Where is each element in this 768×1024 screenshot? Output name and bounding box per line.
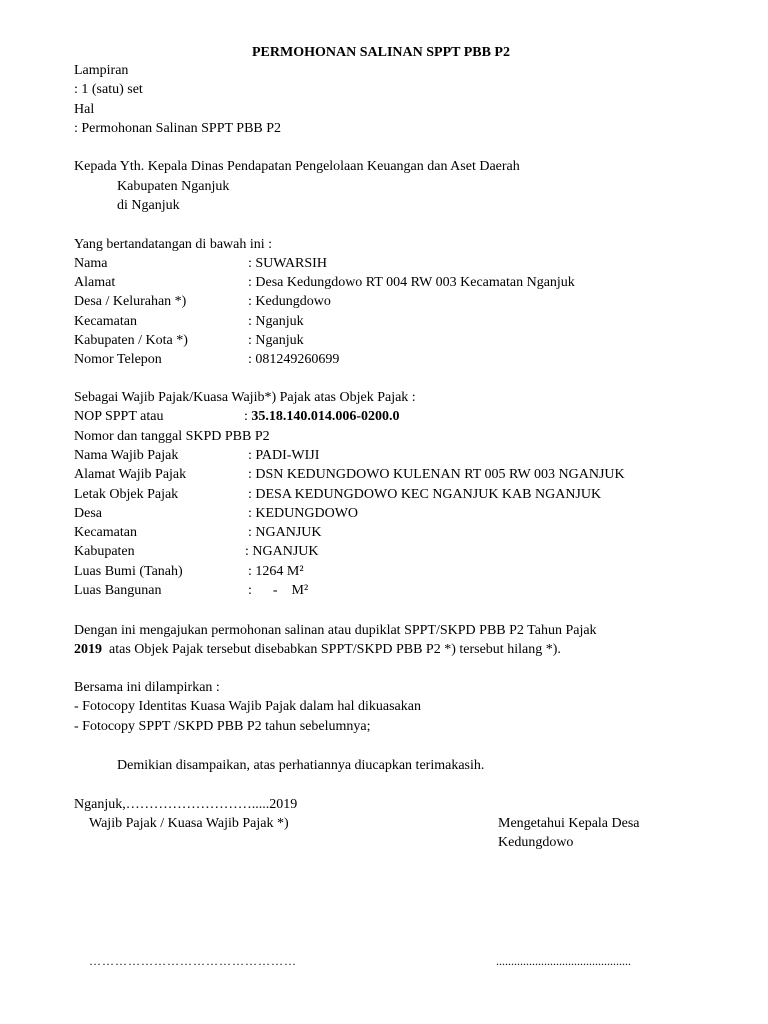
field-value: : Nganjuk — [248, 314, 304, 329]
nop-colon: : — [244, 409, 252, 424]
field-value: : DSN KEDUNGDOWO KULENAN RT 005 RW 003 NGANJUK — [248, 467, 625, 482]
place-date: Nganjuk,……………………….....2019 — [74, 797, 298, 812]
nop-number: 35.18.140.014.006-0200.0 — [251, 409, 400, 424]
field-label: Kecamatan — [74, 314, 137, 329]
attachment-item: - Fotocopy SPPT /SKPD PBB P2 tahun sebelumnya; — [74, 719, 371, 734]
lampiran-value: : 1 (satu) set — [74, 82, 143, 97]
document-title: PERMOHONAN SALINAN SPPT PBB P2 — [252, 45, 510, 60]
field-value: : NGANJUK — [245, 544, 319, 559]
field-value: : - M² — [248, 583, 309, 598]
object-intro: Sebagai Wajib Pajak/Kuasa Wajib*) Pajak atas Objek Pajak : — [74, 390, 416, 405]
field-label: Desa — [74, 506, 102, 521]
field-label: Nama Wajib Pajak — [74, 448, 179, 463]
right-signatory-title: Mengetahui Kepala Desa — [498, 816, 640, 831]
tax-year: 2019 — [74, 642, 102, 657]
right-signatory-village: Kedungdowo — [498, 835, 574, 850]
field-label: Kabupaten — [74, 544, 135, 559]
field-label: Nomor Telepon — [74, 352, 162, 367]
field-label: Kecamatan — [74, 525, 137, 540]
field-label: Desa / Kelurahan *) — [74, 294, 187, 309]
addressee-line-3: di Nganjuk — [117, 198, 180, 213]
addressee-line-1: Kepada Yth. Kepala Dinas Pendapatan Pengelolaan Keuangan dan Aset Daerah — [74, 159, 520, 174]
field-label: Kabupaten / Kota *) — [74, 333, 188, 348]
field-value: : SUWARSIH — [248, 256, 327, 271]
field-value: : KEDUNGDOWO — [248, 506, 359, 521]
field-value: : DESA KEDUNGDOWO KEC NGANJUK KAB NGANJUK — [248, 487, 602, 502]
request-line-2-text: atas Objek Pajak tersebut disebabkan SPPT/SKPD PBB P2 *) tersebut hilang *). — [102, 642, 561, 657]
field-value: : PADI-WIJI — [248, 448, 320, 463]
field-label: Alamat — [74, 275, 116, 290]
field-label: Nama — [74, 256, 108, 271]
nop-label: NOP SPPT atau — [74, 409, 164, 424]
nop-value-line — [244, 408, 400, 426]
field-value: : NGANJUK — [248, 525, 322, 540]
applicant-intro: Yang bertandatangan di bawah ini : — [74, 237, 273, 252]
request-line-2 — [74, 641, 561, 659]
attachments-intro: Bersama ini dilampirkan : — [74, 680, 220, 695]
closing-statement: Demikian disampaikan, atas perhatiannya diucapkan terimakasih. — [117, 758, 485, 773]
field-label: Letak Objek Pajak — [74, 487, 179, 502]
field-label: Luas Bangunan — [74, 583, 162, 598]
hal-value: : Permohonan Salinan SPPT PBB P2 — [74, 121, 282, 136]
field-value: : Desa Kedungdowo RT 004 RW 003 Kecamatan Nganjuk — [248, 275, 575, 290]
addressee-line-2: Kabupaten Nganjuk — [117, 179, 230, 194]
skpd-label: Nomor dan tanggal SKPD PBB P2 — [74, 429, 270, 444]
left-signatory-title: Wajib Pajak / Kuasa Wajib Pajak *) — [89, 816, 289, 831]
field-label: Luas Bumi (Tanah) — [74, 564, 183, 579]
hal-label: Hal — [74, 102, 95, 117]
right-signature-line: ............................................. — [496, 954, 631, 968]
field-value: : Kedungdowo — [248, 294, 331, 309]
left-signature-line: ………………………………………… — [89, 954, 297, 968]
field-value: : 1264 M² — [248, 564, 304, 579]
field-value: : 081249260699 — [248, 352, 340, 367]
attachment-item: - Fotocopy Identitas Kuasa Wajib Pajak dalam hal dikuasakan — [74, 699, 421, 714]
field-label: Alamat Wajib Pajak — [74, 467, 187, 482]
field-value: : Nganjuk — [248, 333, 304, 348]
lampiran-label: Lampiran — [74, 63, 129, 78]
request-line-1: Dengan ini mengajukan permohonan salinan atau dupiklat SPPT/SKPD PBB P2 Tahun Pajak — [74, 623, 597, 638]
